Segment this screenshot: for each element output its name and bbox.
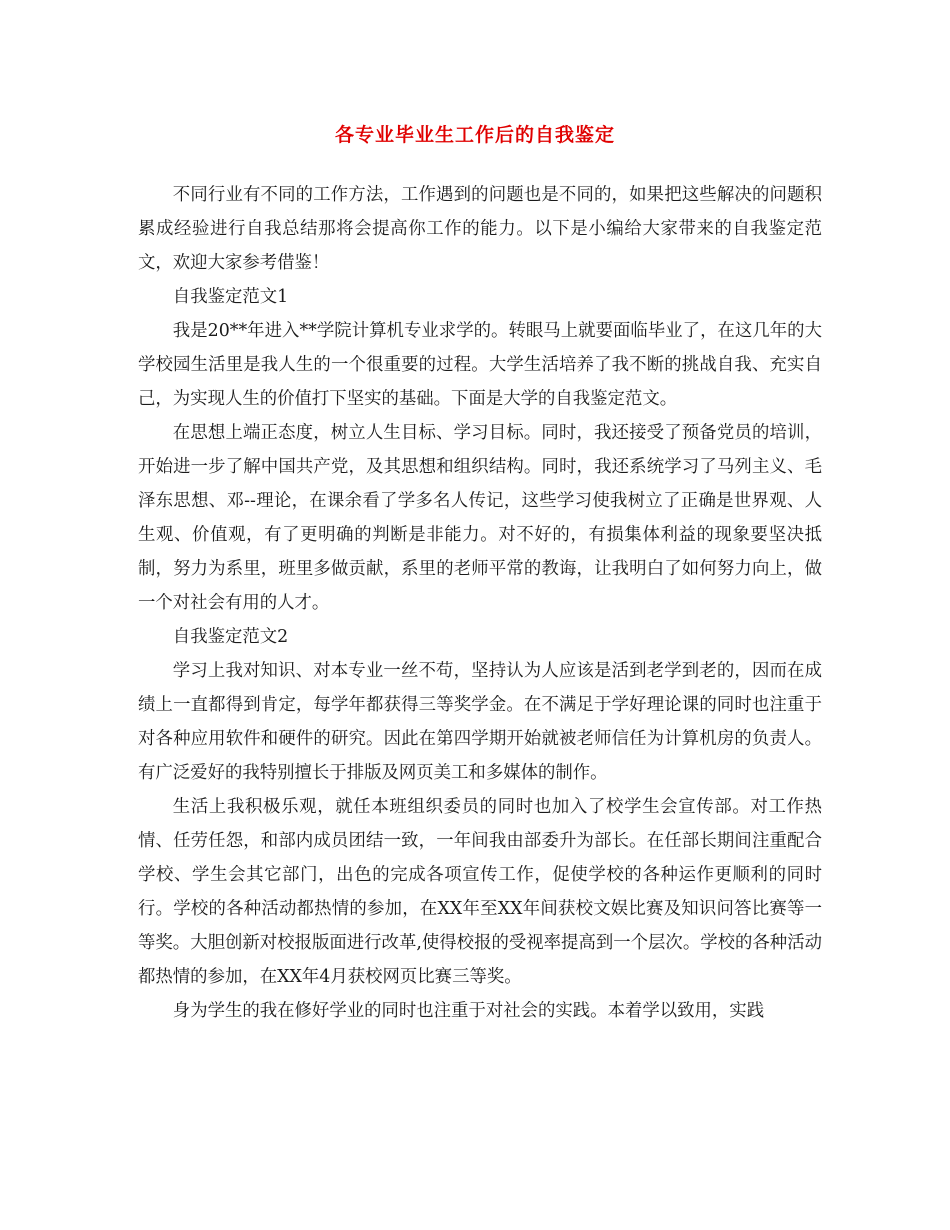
document-body xyxy=(138,178,822,1028)
sample2-paragraph-3: 身为学生的我在修好学业的同时也注重于对社会的实践。本着学以致用，实践 xyxy=(172,1001,765,1021)
sample1-paragraph-1: 我是20**年进入**学院计算机专业求学的。转眼马上就要面临毕业了，在这几年的大学校园生活里是我人生的一个很重要的过程。大学生活培养了我不断的挑战自我、充实自己，为实现人生的价值打下坚实的基础。下面是大学的自我鉴定范文。 xyxy=(138,321,822,409)
document-title: 各专业毕业生工作后的自我鉴定 xyxy=(334,124,615,146)
sample2-paragraph-1: 学习上我对知识、对本专业一丝不苟，坚持认为人应该是活到老学到老的，因而在成绩上一直都得到肯定，每学年都获得三等奖学金。在不满足于学好理论课的同时也注重于对各种应用软件和硬件的研究。因此在第四学期开始就被老师信任为计算机房的负责人。有广泛爱好的我特别擅长于排版及网页美工和多媒体的制作。 xyxy=(138,661,822,783)
intro-paragraph: 不同行业有不同的工作方法，工作遇到的问题也是不同的，如果把这些解决的问题积累成经验进行自我总结那将会提高你工作的能力。以下是小编给大家带来的自我鉴定范文，欢迎大家参考借鉴！ xyxy=(138,185,822,273)
sample1-heading: 自我鉴定范文1 xyxy=(172,287,289,307)
sample1-paragraph-2: 在思想上端正态度，树立人生目标、学习目标。同时，我还接受了预备党员的培训，开始进一步了解中国共产党，及其思想和组织结构。同时，我还系统学习了马列主义、毛泽东思想、邓--理论，在课余看了学多名人传记，这些学习使我树立了正确是世界观、人生观、价值观，有了更明确的判断是非能力。对不好的，有损集体利益的现象要坚决抵制，努力为系里，班里多做贡献，系里的老师平常的教诲，让我明白了如何努力向上，做一个对社会有用的人才。 xyxy=(138,423,822,613)
sample2-paragraph-2: 生活上我积极乐观，就任本班组织委员的同时也加入了校学生会宣传部。对工作热情、任劳任怨，和部内成员团结一致，一年间我由部委升为部长。在任部长期间注重配合学校、学生会其它部门，出色的完成各项宣传工作，促使学校的各种运作更顺利的同时行。学校的各种活动都热情的参加，在XX年至XX年间获校文娱比赛及知识问答比赛等一等奖。大胆创新对校报版面进行改革,使得校报的受视率提高到一个层次。学校的各种活动都热情的参加，在XX年4月获校网页比赛三等奖。 xyxy=(138,797,822,987)
sample2-heading: 自我鉴定范文2 xyxy=(172,627,289,647)
